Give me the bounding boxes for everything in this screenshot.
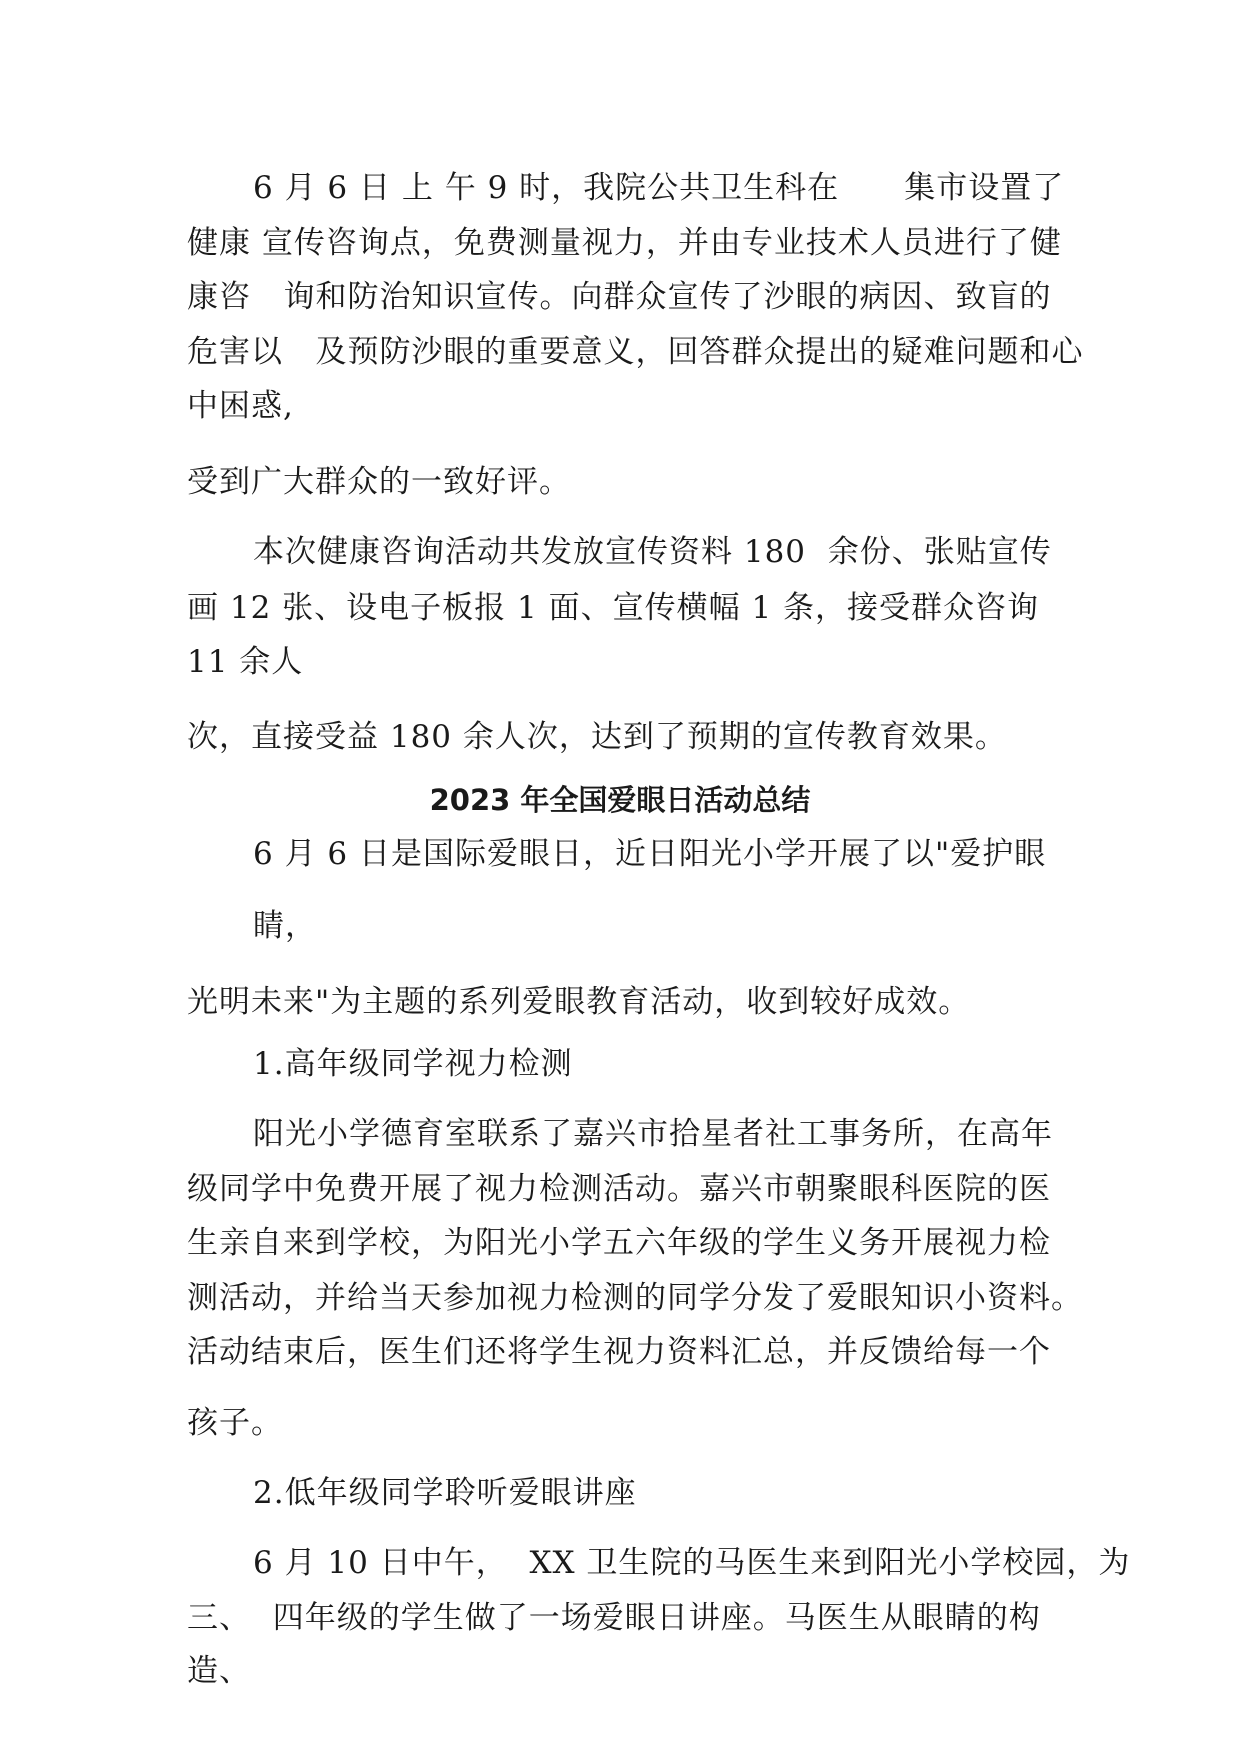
paragraph-line: 健康 宣传咨询点，免费测量视力，并由专业技术人员进行了健 (187, 225, 1062, 261)
paragraph-line: 光明未来"为主题的系列爱眼教育活动，收到较好成效。 (187, 984, 971, 1020)
paragraph-line: 睛， (253, 908, 317, 944)
paragraph-line: 6 月 6 日 上 午 9 时，我院公共卫生科在 集市设置了 (253, 170, 1065, 206)
document-title: 2023 年全国爱眼日活动总结 (429, 783, 811, 817)
paragraph-line: 危害以 及预防沙眼的重要意义，回答群众提出的疑难问题和心 (187, 334, 1084, 370)
paragraph-line: 康咨 询和防治知识宣传。向群众宣传了沙眼的病因、致盲的 (187, 279, 1052, 315)
paragraph-line: 孩子。 (187, 1405, 283, 1441)
paragraph-line: 受到广大群众的一致好评。 (187, 464, 571, 500)
paragraph-line: 中困惑, (187, 388, 294, 424)
paragraph-line: 测活动，并给当天参加视力检测的同学分发了爱眼知识小资料。 (187, 1280, 1083, 1316)
paragraph-line: 生亲自来到学校，为阳光小学五六年级的学生义务开展视力检 (187, 1225, 1051, 1261)
paragraph-line: 级同学中免费开展了视力检测活动。嘉兴市朝聚眼科医院的医 (187, 1171, 1051, 1207)
paragraph-line: 阳光小学德育室联系了嘉兴市拾星者社工事务所，在高年 (253, 1116, 1053, 1152)
paragraph-line: 6 月 6 日是国际爱眼日，近日阳光小学开展了以"爱护眼 (253, 836, 1047, 872)
section-heading: 2.低年级同学聆听爱眼讲座 (253, 1475, 637, 1511)
paragraph-line: 造、 (187, 1653, 251, 1689)
paragraph-line: 活动结束后，医生们还将学生视力资料汇总，并反馈给每一个 (187, 1334, 1051, 1370)
paragraph-line: 次，直接受益 180 余人次，达到了预期的宣传教育效果。 (187, 719, 1007, 755)
paragraph-line: 6 月 10 日中午， XX 卫生院的马医生来到阳光小学校园，为 (253, 1545, 1131, 1581)
paragraph-line: 画 12 张、设电子板报 1 面、宣传横幅 1 条，接受群众咨询 (187, 590, 1040, 626)
paragraph-line: 本次健康咨询活动共发放宣传资料 180 余份、张贴宣传 (253, 534, 1052, 570)
section-heading: 1.高年级同学视力检测 (253, 1046, 573, 1082)
paragraph-line: 三、 四年级的学生做了一场爱眼日讲座。马医生从眼睛的构 (187, 1600, 1041, 1636)
paragraph-line: 11 余人 (187, 644, 304, 680)
